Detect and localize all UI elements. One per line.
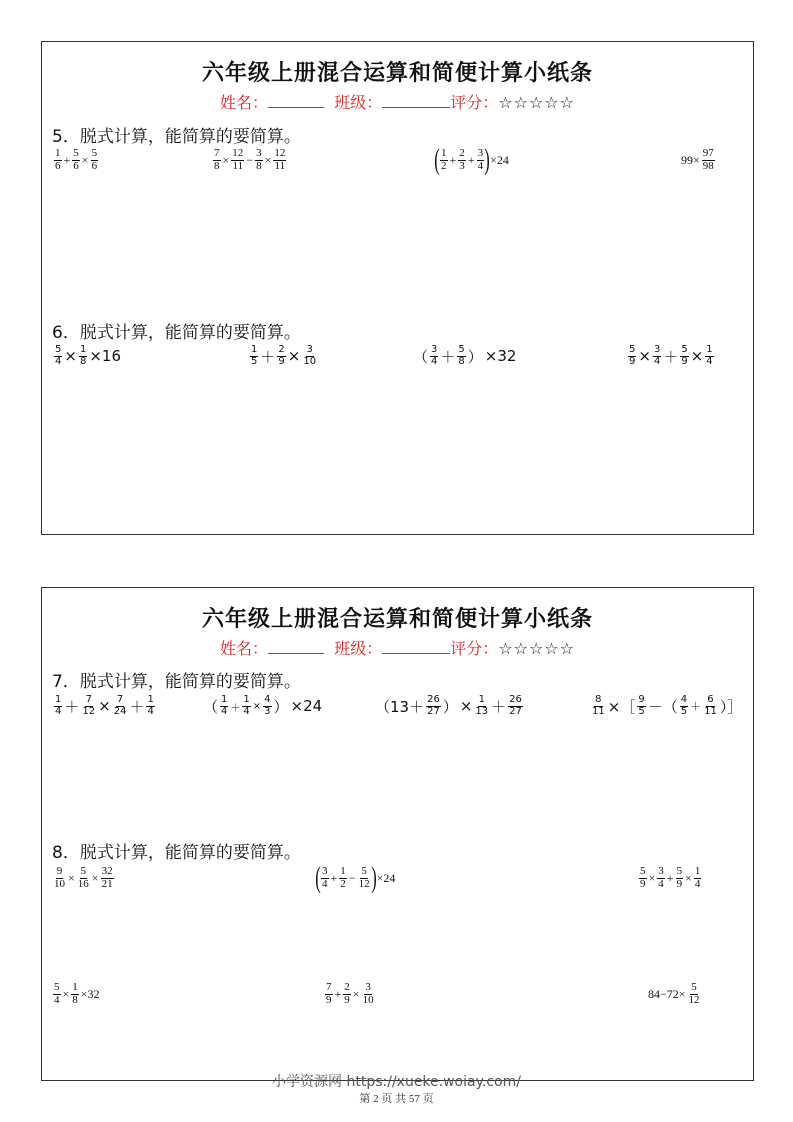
numerator: 3: [431, 344, 438, 355]
fraction: [426, 695, 441, 717]
fraction: [263, 695, 271, 717]
class-blank[interactable]: [382, 639, 450, 654]
problem-7-4: [590, 695, 743, 717]
fraction: [146, 695, 154, 717]
fraction: [639, 866, 647, 890]
denominator: 5: [680, 705, 688, 717]
numerator: 5: [361, 864, 367, 877]
denominator: 9: [629, 355, 636, 367]
numerator: 1: [79, 344, 87, 355]
fraction: [79, 345, 87, 367]
denominator: 3: [264, 705, 271, 717]
name-label: 姓名：: [220, 93, 269, 112]
denominator: 4: [55, 705, 62, 717]
fraction: [680, 345, 688, 367]
fraction: [457, 345, 465, 367]
parenthesis: (: [315, 861, 321, 894]
fraction: [91, 148, 99, 172]
numerator: 9: [638, 694, 645, 705]
info-line: [42, 636, 753, 659]
denominator: 9: [640, 877, 646, 890]
problem-8-1: [52, 866, 115, 890]
operator: 84−72×: [648, 986, 686, 1001]
numerator: 1: [243, 694, 250, 705]
numerator: 26: [509, 694, 522, 705]
fraction: [242, 695, 250, 717]
denominator: 6: [91, 159, 98, 172]
numerator: 6: [707, 694, 714, 705]
denominator: 8: [214, 159, 220, 172]
fraction: [101, 866, 114, 890]
numerator: 5: [54, 981, 60, 993]
numerator: 8: [595, 694, 602, 705]
denominator: 12: [82, 705, 96, 717]
denominator: 11: [232, 159, 244, 172]
parenthesis: ): [484, 143, 490, 176]
fraction: [591, 695, 606, 717]
numerator: 5: [55, 344, 62, 355]
fraction: [688, 982, 701, 1006]
denominator: 4: [54, 993, 60, 1006]
operator: +: [334, 986, 342, 1001]
operator: ×: [648, 870, 656, 885]
operator: +: [467, 152, 475, 167]
numerator: 7: [116, 694, 124, 705]
numerator: 1: [251, 344, 258, 355]
denominator: 4: [147, 705, 154, 717]
numerator: 3: [477, 146, 484, 159]
numerator: 2: [459, 146, 465, 159]
operator: ×: [685, 870, 692, 885]
denominator: 11: [704, 705, 717, 717]
score-label: 评分：: [450, 639, 499, 658]
fraction: [113, 695, 128, 717]
class-label: 班级：: [334, 639, 383, 658]
parenthesis: ): [370, 861, 377, 894]
problem-7-1: [53, 695, 156, 717]
fraction: [255, 148, 263, 172]
operator: ＋: [491, 697, 507, 716]
operator: +: [449, 152, 457, 167]
problem-5-3: [435, 145, 510, 175]
numerator: 3: [658, 865, 664, 877]
operator: ×: [91, 870, 99, 885]
operator: 99×: [681, 152, 700, 167]
fraction: [628, 345, 636, 367]
denominator: 9: [676, 877, 683, 890]
worksheet-card-1: [41, 41, 754, 535]
operator: （: [413, 347, 429, 366]
numerator: 5: [73, 147, 79, 159]
operator: ×: [62, 986, 70, 1001]
fraction: [220, 695, 228, 717]
numerator: 5: [458, 344, 465, 355]
numerator: 5: [629, 344, 636, 355]
fraction: [54, 695, 62, 717]
denominator: 4: [243, 705, 250, 717]
denominator: 27: [427, 705, 440, 717]
numerator: 1: [340, 864, 346, 877]
fraction: [321, 866, 329, 890]
denominator: 8: [256, 159, 262, 172]
info-line: [42, 90, 753, 113]
numerator: 1: [55, 147, 61, 159]
numerator: 5: [676, 865, 683, 877]
problem-6-1: [53, 345, 122, 367]
operator: ×24: [290, 697, 323, 715]
numerator: 12: [232, 147, 244, 159]
worksheet-card-2: [41, 587, 754, 1081]
card-title: 六年级上册混合运算和简便计算小纸条: [201, 607, 593, 632]
problem-8-4: [52, 982, 101, 1006]
denominator: 12: [358, 877, 370, 890]
denominator: 6: [55, 159, 61, 172]
denominator: 2: [441, 159, 447, 172]
denominator: 11: [592, 705, 605, 717]
fraction: [71, 982, 79, 1006]
fraction: [250, 345, 258, 367]
fraction: [358, 866, 371, 890]
numerator: 5: [691, 981, 697, 993]
fraction: [477, 148, 485, 172]
operator: －（: [647, 697, 678, 716]
fraction: [705, 345, 713, 367]
fraction: [657, 866, 665, 890]
denominator: 8: [79, 355, 87, 367]
problem-6-2: [249, 345, 318, 367]
operator: +: [666, 870, 674, 885]
numerator: 3: [256, 147, 262, 159]
parenthesis: (: [434, 143, 440, 176]
problem-8-5: [324, 982, 376, 1006]
fraction: [81, 695, 96, 717]
operator: ×: [352, 986, 360, 1001]
class-blank[interactable]: [382, 93, 450, 108]
fraction: [325, 982, 333, 1006]
fraction: [72, 148, 80, 172]
fraction: [362, 982, 375, 1006]
operator: ×: [690, 347, 704, 365]
fraction: [703, 695, 718, 717]
operator: ×: [68, 870, 75, 885]
problem-8-6: [647, 982, 702, 1006]
denominator: 2: [340, 877, 346, 890]
rating-stars[interactable]: ☆☆☆☆☆: [498, 639, 575, 658]
fraction: [458, 148, 466, 172]
numerator: 4: [264, 694, 271, 705]
operator: ）: [273, 697, 289, 716]
page-number: 第 2 页 共 57 页: [359, 1093, 434, 1105]
denominator: 4: [431, 355, 438, 367]
numerator: 3: [322, 864, 328, 877]
operator: ×: [252, 700, 262, 712]
denominator: 4: [221, 705, 228, 717]
numerator: 7: [326, 981, 332, 993]
denominator: 9: [326, 993, 332, 1006]
name-blank[interactable]: [268, 93, 324, 108]
fraction: [77, 866, 90, 890]
fraction: [430, 345, 438, 367]
operator: ×: [98, 697, 111, 715]
denominator: 4: [653, 355, 661, 367]
operator: ）］: [719, 697, 743, 716]
numerator: 5: [91, 147, 98, 159]
fraction: [231, 148, 244, 172]
operator: ×32: [484, 347, 517, 365]
operator: ＋: [260, 347, 276, 366]
denominator: 10: [362, 993, 374, 1006]
operator: ×: [638, 347, 651, 365]
denominator: 8: [458, 355, 465, 367]
problem-6-3: [412, 345, 517, 367]
numerator: 1: [706, 344, 713, 355]
numerator: 1: [441, 146, 447, 159]
section-8-heading: 8．脱式计算，能简算的要简算。: [52, 843, 301, 863]
operator: ×: [287, 347, 301, 365]
problem-5-1: [53, 148, 99, 172]
denominator: 9: [681, 355, 688, 367]
section-7-heading: 7．脱式计算，能简算的要简算。: [52, 672, 301, 692]
numerator: 2: [344, 981, 350, 993]
denominator: 10: [54, 877, 65, 890]
fraction: [302, 345, 317, 367]
problem-5-4: [680, 148, 716, 172]
denominator: 4: [658, 877, 664, 890]
problem-7-2: [202, 695, 323, 717]
numerator: 4: [680, 694, 688, 705]
operator: ×: [264, 152, 272, 167]
numerator: 26: [427, 694, 440, 705]
numerator: 1: [694, 865, 701, 877]
fraction: [440, 148, 448, 172]
numerator: 3: [365, 981, 371, 993]
card-title: 六年级上册混合运算和简便计算小纸条: [201, 61, 593, 86]
operator: ）: [467, 347, 483, 366]
denominator: 21: [101, 877, 113, 890]
operator: （: [203, 697, 219, 716]
fraction: [53, 982, 61, 1006]
numerator: 1: [72, 981, 78, 993]
name-label: 姓名：: [220, 639, 269, 658]
problem-8-3: [638, 866, 702, 890]
numerator: 1: [55, 694, 62, 705]
denominator: 16: [77, 877, 89, 890]
fraction: [273, 148, 286, 172]
operator: ＋: [64, 697, 80, 716]
numerator: 3: [306, 344, 313, 355]
operator: ＋: [663, 347, 679, 366]
operator: −: [348, 870, 356, 885]
operator: ×: [459, 697, 473, 715]
operator: ）: [442, 697, 458, 716]
problem-5-2: [212, 148, 287, 172]
denominator: 98: [702, 159, 714, 172]
fraction: [54, 345, 62, 367]
problem-7-3: [374, 695, 524, 717]
fraction: [653, 345, 661, 367]
operator: ＋: [440, 347, 456, 366]
denominator: 13: [475, 705, 489, 717]
fraction: [339, 866, 347, 890]
numerator: 2: [278, 344, 285, 355]
numerator: 5: [80, 865, 87, 877]
denominator: 12: [688, 993, 700, 1006]
denominator: 27: [509, 705, 522, 717]
denominator: 4: [694, 877, 701, 890]
score-label: 评分：: [450, 93, 499, 112]
operator: ×［: [607, 697, 636, 716]
operator: ×24: [376, 870, 396, 885]
numerator: 1: [147, 694, 154, 705]
denominator: 4: [477, 159, 484, 172]
denominator: 6: [73, 159, 79, 172]
operator: ＋: [230, 702, 241, 714]
fraction: [508, 695, 523, 717]
operator: ＋: [129, 697, 145, 716]
fraction: [343, 982, 351, 1006]
fraction: [637, 695, 645, 717]
operator: +: [330, 870, 338, 885]
operator: ×32: [80, 986, 100, 1001]
denominator: 4: [322, 877, 328, 890]
operator: ＋: [690, 700, 702, 713]
fraction: [680, 695, 688, 717]
operator: ×16: [89, 347, 121, 365]
operator: +: [63, 152, 71, 167]
numerator: 9: [56, 865, 63, 877]
numerator: 97: [702, 147, 714, 159]
denominator: 4: [55, 355, 62, 367]
name-blank[interactable]: [268, 639, 324, 654]
fraction: [474, 695, 489, 717]
fraction: [277, 345, 285, 367]
operator: ×: [64, 347, 77, 365]
fraction: [213, 148, 221, 172]
operator: −: [246, 152, 254, 167]
operator: （13＋: [375, 697, 425, 716]
section-5-heading: 5．脱式计算，能简算的要简算。: [52, 127, 301, 147]
numerator: 7: [214, 147, 220, 159]
class-label: 班级：: [334, 93, 383, 112]
fraction: [694, 866, 702, 890]
numerator: 5: [681, 344, 688, 355]
numerator: 12: [274, 147, 286, 159]
fraction: [676, 866, 684, 890]
numerator: 3: [653, 344, 661, 355]
denominator: 24: [113, 705, 127, 717]
denominator: 10: [303, 355, 317, 367]
fraction: [702, 148, 715, 172]
denominator: 9: [344, 993, 350, 1006]
denominator: 5: [638, 705, 645, 717]
section-6-heading: 6．脱式计算，能简算的要简算。: [52, 323, 301, 343]
footer-site: 小学资源网 https://xueke.woiay.com/: [272, 1074, 521, 1090]
numerator: 1: [478, 694, 485, 705]
problem-6-4: [627, 345, 715, 367]
denominator: 11: [274, 159, 286, 172]
numerator: 7: [85, 694, 92, 705]
denominator: 4: [706, 355, 713, 367]
numerator: 32: [101, 865, 113, 877]
operator: ×: [222, 152, 230, 167]
denominator: 9: [278, 355, 285, 367]
fraction: [53, 866, 66, 890]
denominator: 3: [459, 159, 465, 172]
numerator: 1: [221, 694, 228, 705]
operator: ×24: [490, 152, 509, 167]
denominator: 8: [72, 993, 78, 1006]
numerator: 5: [640, 865, 646, 877]
operator: ×: [81, 152, 89, 167]
fraction: [54, 148, 62, 172]
rating-stars[interactable]: ☆☆☆☆☆: [498, 93, 575, 112]
denominator: 5: [251, 355, 258, 367]
problem-8-2: [316, 863, 396, 893]
